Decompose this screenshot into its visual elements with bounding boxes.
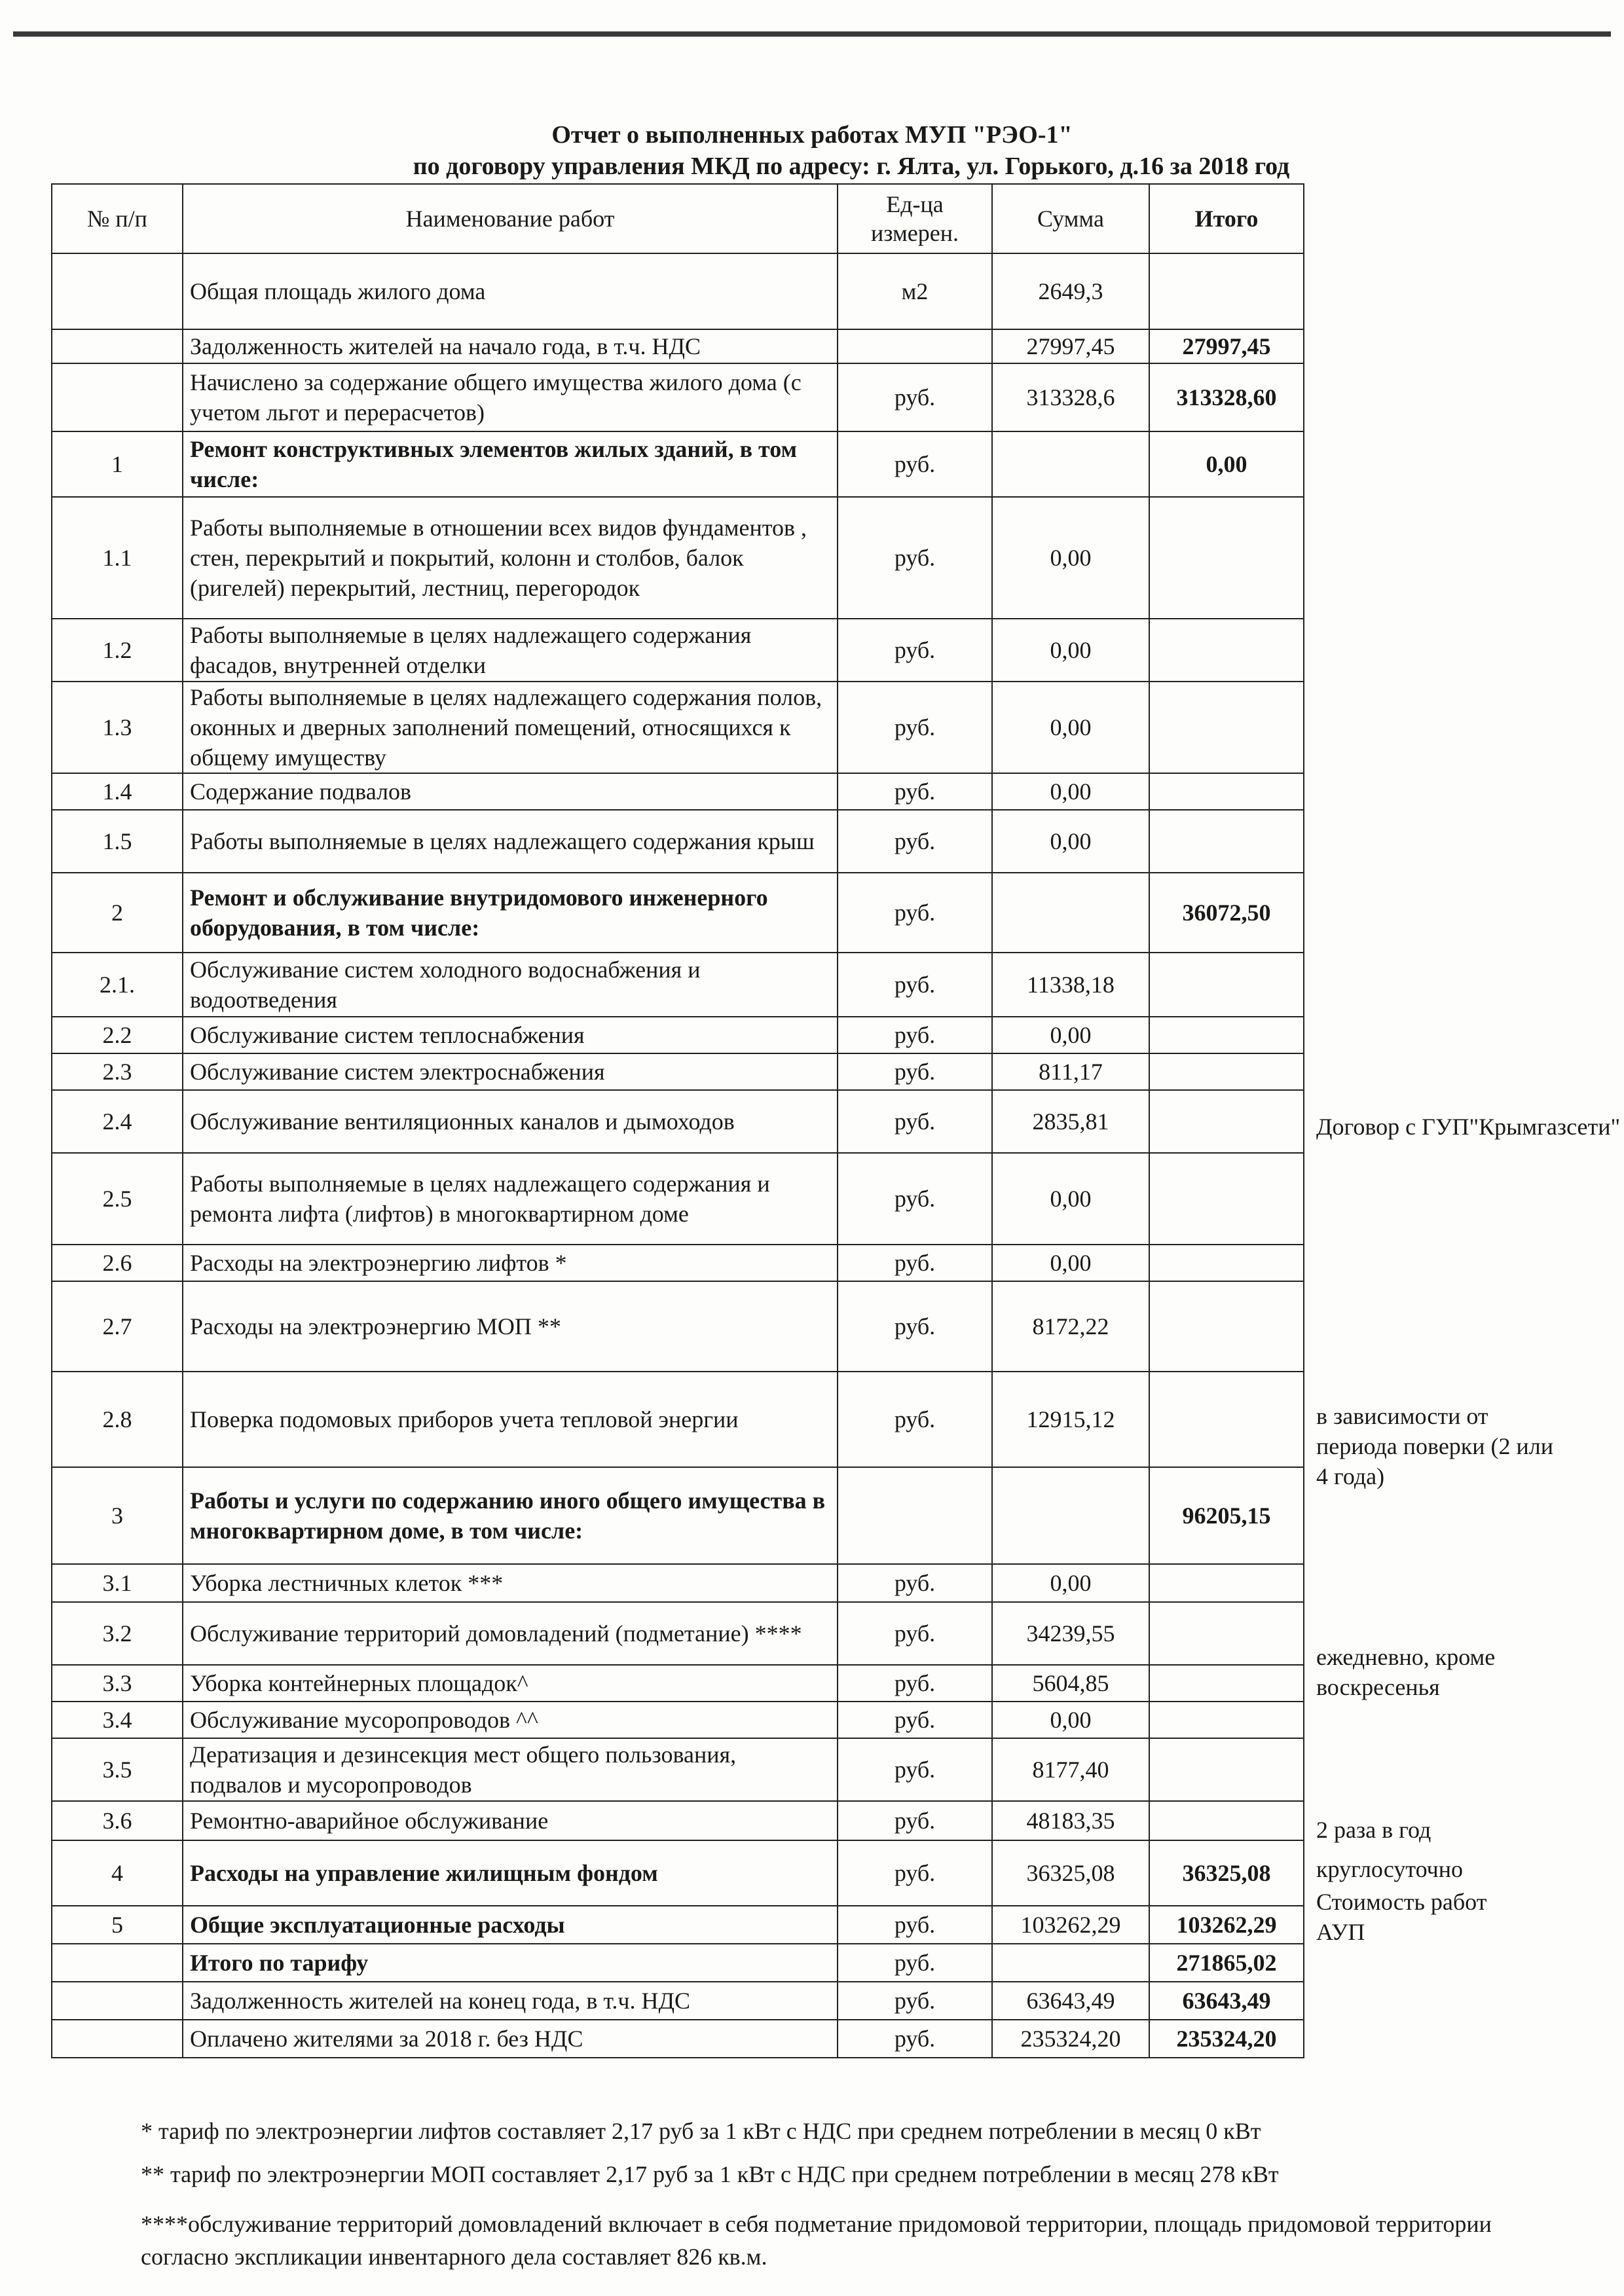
row-total — [1149, 682, 1304, 773]
row-total: 36072,50 — [1149, 873, 1304, 953]
row-total — [1149, 1281, 1304, 1372]
row-name: Ремонтно-аварийное обслуживание — [183, 1801, 838, 1840]
row-sum: 12915,12 — [992, 1372, 1149, 1467]
row-name: Общие эксплуатационные расходы — [183, 1906, 838, 1944]
row-sum: 34239,55 — [992, 1602, 1149, 1665]
row-name: Поверка подомовых приборов учета тепловой энергии — [183, 1372, 838, 1467]
row-num: 2.5 — [52, 1153, 183, 1245]
table-row — [52, 1053, 1304, 1090]
row-total — [1149, 253, 1304, 329]
row-sum: 313328,6 — [992, 363, 1149, 431]
row-total — [1149, 1245, 1304, 1281]
header-total: Итого — [1149, 184, 1304, 253]
row-sum — [992, 1467, 1149, 1564]
row-total: 36325,08 — [1149, 1840, 1304, 1906]
table-row — [52, 431, 1304, 497]
row-total — [1149, 1738, 1304, 1801]
row-total — [1149, 1702, 1304, 1738]
table-row — [52, 873, 1304, 953]
row-sum: 36325,08 — [992, 1840, 1149, 1906]
row-unit: руб. — [838, 1245, 992, 1281]
row-unit: руб. — [838, 1738, 992, 1801]
row-unit: руб. — [838, 1840, 992, 1906]
row-num: 1.4 — [52, 773, 183, 810]
row-num: 3.1 — [52, 1564, 183, 1602]
row-name: Дератизация и дезинсекция мест общего пользования, подвалов и мусоропроводов — [183, 1738, 838, 1801]
table-row — [52, 1944, 1304, 1982]
row-total — [1149, 1090, 1304, 1153]
header-num: № п/п — [52, 184, 183, 253]
row-unit: руб. — [838, 873, 992, 953]
row-unit: руб. — [838, 1090, 992, 1153]
row-num — [52, 329, 183, 363]
row-total — [1149, 619, 1304, 682]
row-name: Оплачено жителями за 2018 г. без НДС — [183, 2020, 838, 2058]
note-gas-contract: Договор с ГУП"Крымгазсети" — [1316, 1114, 1621, 1140]
report-title: Отчет о выполненных работах МУП "РЭО-1" — [551, 121, 1073, 149]
scan-top-border — [13, 31, 1611, 37]
row-num: 2.3 — [52, 1053, 183, 1090]
row-num: 3.5 — [52, 1738, 183, 1801]
row-num — [52, 253, 183, 329]
row-num — [52, 1944, 183, 1982]
row-num: 1.5 — [52, 810, 183, 873]
table-header-row — [52, 184, 1304, 253]
row-num: 1.2 — [52, 619, 183, 682]
row-num — [52, 1982, 183, 2020]
row-sum: 0,00 — [992, 1153, 1149, 1245]
row-total — [1149, 810, 1304, 873]
row-sum: 0,00 — [992, 810, 1149, 873]
footnote-mop-tariff: ** тариф по электроэнергии МОП составляет 2,17 руб за 1 кВт с НДС при среднем потреблении в месяц 278 кВт — [141, 2161, 1279, 2187]
row-unit: руб. — [838, 1944, 992, 1982]
row-unit: руб. — [838, 773, 992, 810]
row-total: 103262,29 — [1149, 1906, 1304, 1944]
row-num: 2.1. — [52, 953, 183, 1017]
row-name: Общая площадь жилого дома — [183, 253, 838, 329]
row-name: Задолженность жителей на конец года, в т.ч. НДС — [183, 1982, 838, 2020]
row-total — [1149, 773, 1304, 810]
row-num: 3.3 — [52, 1665, 183, 1702]
row-sum: 0,00 — [992, 1564, 1149, 1602]
row-num: 5 — [52, 1906, 183, 1944]
row-num: 3.6 — [52, 1801, 183, 1840]
row-name: Работы выполняемые в целях надлежащего содержания и ремонта лифта (лифтов) в многоквартирном доме — [183, 1153, 838, 1245]
table-row — [52, 810, 1304, 873]
row-name: Уборка контейнерных площадок^ — [183, 1665, 838, 1702]
row-unit — [838, 1467, 992, 1564]
row-sum: 0,00 — [992, 682, 1149, 773]
row-unit: руб. — [838, 1281, 992, 1372]
row-total — [1149, 1153, 1304, 1245]
row-name: Обслуживание систем теплоснабжения — [183, 1017, 838, 1053]
row-total: 235324,20 — [1149, 2020, 1304, 2058]
row-num — [52, 363, 183, 431]
row-total — [1149, 1665, 1304, 1702]
row-sum: 811,17 — [992, 1053, 1149, 1090]
row-num: 3 — [52, 1467, 183, 1564]
table-row — [52, 773, 1304, 810]
row-total: 0,00 — [1149, 431, 1304, 497]
row-name: Обслуживание систем электроснабжения — [183, 1053, 838, 1090]
row-sum: 2835,81 — [992, 1090, 1149, 1153]
row-unit: руб. — [838, 1665, 992, 1702]
row-sum: 8177,40 — [992, 1738, 1149, 1801]
report-subtitle: по договору управления МКД по адресу: г. Ялта, ул. Горького, д.16 за 2018 год — [413, 153, 1290, 180]
row-unit: руб. — [838, 1982, 992, 2020]
row-name: Обслуживание мусоропроводов ^^ — [183, 1702, 838, 1738]
note-daily-except-sunday: ежедневно, кроме воскресенья — [1316, 1644, 1496, 1700]
table-row — [52, 1801, 1304, 1840]
row-name: Задолженность жителей на начало года, в т.ч. НДС — [183, 329, 838, 363]
row-unit: руб. — [838, 363, 992, 431]
row-name: Работы выполняемые в целях надлежащего содержания полов, оконных и дверных заполнений помещений, относящихся к общему имуществу — [183, 682, 838, 773]
row-unit: руб. — [838, 1372, 992, 1467]
row-unit: руб. — [838, 1801, 992, 1840]
table-row — [52, 1372, 1304, 1467]
note-verification-period: в зависимости от периода поверки (2 или 4 года) — [1316, 1403, 1554, 1489]
row-name: Обслуживание территорий домовладений (подметание) **** — [183, 1602, 838, 1665]
note-round-the-clock: круглосуточно — [1316, 1856, 1464, 1882]
row-name: Содержание подвалов — [183, 773, 838, 810]
table-row — [52, 329, 1304, 363]
row-sum: 235324,20 — [992, 2020, 1149, 2058]
row-unit: руб. — [838, 1602, 992, 1665]
row-unit: руб. — [838, 1153, 992, 1245]
row-unit: руб. — [838, 810, 992, 873]
row-name: Расходы на электроэнергию лифтов * — [183, 1245, 838, 1281]
footnote-territory: ****обслуживание территорий домовладений включает в себя подметание придомовой территории, площадь придомовой территории согласно экспликации инвентарного дела составляет 826 кв.м. — [141, 2211, 1492, 2270]
header-name: Наименование работ — [183, 184, 838, 253]
row-unit: руб. — [838, 1702, 992, 1738]
row-sum: 63643,49 — [992, 1982, 1149, 2020]
table-row — [52, 1017, 1304, 1053]
row-num — [52, 2020, 183, 2058]
row-total — [1149, 1801, 1304, 1840]
row-name: Работы выполняемые в отношении всех видов фундаментов , стен, перекрытий и покрытий, колонн и столбов, балок (ригелей) перекрытий, лестниц, перегородок — [183, 497, 838, 619]
row-sum: 27997,45 — [992, 329, 1149, 363]
row-num: 2.4 — [52, 1090, 183, 1153]
table-row — [52, 363, 1304, 431]
row-unit — [838, 329, 992, 363]
row-unit: руб. — [838, 497, 992, 619]
row-sum: 0,00 — [992, 1702, 1149, 1738]
report-table — [51, 183, 1304, 2058]
row-sum: 103262,29 — [992, 1906, 1149, 1944]
row-total — [1149, 1602, 1304, 1665]
footnote-lift-tariff: * тариф по электроэнергии лифтов составляет 2,17 руб за 1 кВт с НДС при среднем потреблении в месяц 0 кВт — [141, 2118, 1261, 2144]
row-unit: руб. — [838, 1017, 992, 1053]
row-sum: 2649,3 — [992, 253, 1149, 329]
row-name: Уборка лестничных клеток *** — [183, 1564, 838, 1602]
row-name: Расходы на электроэнергию МОП ** — [183, 1281, 838, 1372]
row-unit: руб. — [838, 1906, 992, 1944]
row-num: 4 — [52, 1840, 183, 1906]
row-name: Обслуживание систем холодного водоснабжения и водоотведения — [183, 953, 838, 1017]
table-row — [52, 497, 1304, 619]
row-sum: 8172,22 — [992, 1281, 1149, 1372]
header-sum: Сумма — [992, 184, 1149, 253]
row-sum: 48183,35 — [992, 1801, 1149, 1840]
table-row — [52, 1982, 1304, 2020]
table-row — [52, 1602, 1304, 1665]
table-row — [52, 1564, 1304, 1602]
table-row — [52, 682, 1304, 773]
row-num: 2 — [52, 873, 183, 953]
table-row — [52, 253, 1304, 329]
table-row — [52, 1153, 1304, 1245]
row-unit: руб. — [838, 431, 992, 497]
row-total — [1149, 497, 1304, 619]
row-name: Обслуживание вентиляционных каналов и дымоходов — [183, 1090, 838, 1153]
row-sum: 11338,18 — [992, 953, 1149, 1017]
row-total: 27997,45 — [1149, 329, 1304, 363]
row-sum — [992, 431, 1149, 497]
row-num: 1 — [52, 431, 183, 497]
table-row — [52, 1281, 1304, 1372]
table-row — [52, 1906, 1304, 1944]
table-row — [52, 1702, 1304, 1738]
row-num: 2.7 — [52, 1281, 183, 1372]
row-total — [1149, 953, 1304, 1017]
row-unit: руб. — [838, 953, 992, 1017]
row-name: Работы и услуги по содержанию иного общего имущества в многоквартирном доме, в том числе: — [183, 1467, 838, 1564]
note-aup-cost: Стоимость работ АУП — [1316, 1889, 1487, 1945]
row-num: 3.4 — [52, 1702, 183, 1738]
table-row — [52, 1245, 1304, 1281]
row-unit: руб. — [838, 1053, 992, 1090]
row-num: 1.3 — [52, 682, 183, 773]
row-sum: 0,00 — [992, 773, 1149, 810]
row-total — [1149, 1372, 1304, 1467]
row-num: 2.6 — [52, 1245, 183, 1281]
table-row — [52, 953, 1304, 1017]
row-total: 271865,02 — [1149, 1944, 1304, 1982]
table-row — [52, 1840, 1304, 1906]
row-name: Ремонт конструктивных элементов жилых зданий, в том числе: — [183, 431, 838, 497]
row-name: Расходы на управление жилищным фондом — [183, 1840, 838, 1906]
table-row — [52, 1665, 1304, 1702]
row-name: Итого по тарифу — [183, 1944, 838, 1982]
row-unit: руб. — [838, 619, 992, 682]
row-sum: 0,00 — [992, 1017, 1149, 1053]
row-num: 1.1 — [52, 497, 183, 619]
header-unit: Ед-ца измерен. — [838, 184, 992, 253]
row-total: 96205,15 — [1149, 1467, 1304, 1564]
row-total: 63643,49 — [1149, 1982, 1304, 2020]
table-row — [52, 1467, 1304, 1564]
row-sum: 0,00 — [992, 497, 1149, 619]
row-sum: 5604,85 — [992, 1665, 1149, 1702]
row-num: 2.2 — [52, 1017, 183, 1053]
row-sum — [992, 873, 1149, 953]
table-row — [52, 1738, 1304, 1801]
row-total: 313328,60 — [1149, 363, 1304, 431]
row-unit: руб. — [838, 1564, 992, 1602]
row-sum: 0,00 — [992, 1245, 1149, 1281]
row-name: Работы выполняемые в целях надлежащего содержания фасадов, внутренней отделки — [183, 619, 838, 682]
row-unit: руб. — [838, 2020, 992, 2058]
row-sum: 0,00 — [992, 619, 1149, 682]
note-twice-a-year: 2 раза в год — [1316, 1817, 1431, 1843]
row-total — [1149, 1053, 1304, 1090]
row-unit: руб. — [838, 682, 992, 773]
row-total — [1149, 1564, 1304, 1602]
row-name: Работы выполняемые в целях надлежащего содержания крыш — [183, 810, 838, 873]
row-unit: м2 — [838, 253, 992, 329]
table-row — [52, 2020, 1304, 2058]
row-name: Ремонт и обслуживание внутридомового инженерного оборудования, в том числе: — [183, 873, 838, 953]
row-num: 3.2 — [52, 1602, 183, 1665]
table-row — [52, 619, 1304, 682]
row-total — [1149, 1017, 1304, 1053]
row-name: Начислено за содержание общего имущества жилого дома (с учетом льгот и перерасчетов) — [183, 363, 838, 431]
row-num: 2.8 — [52, 1372, 183, 1467]
row-sum — [992, 1944, 1149, 1982]
table-row — [52, 1090, 1304, 1153]
